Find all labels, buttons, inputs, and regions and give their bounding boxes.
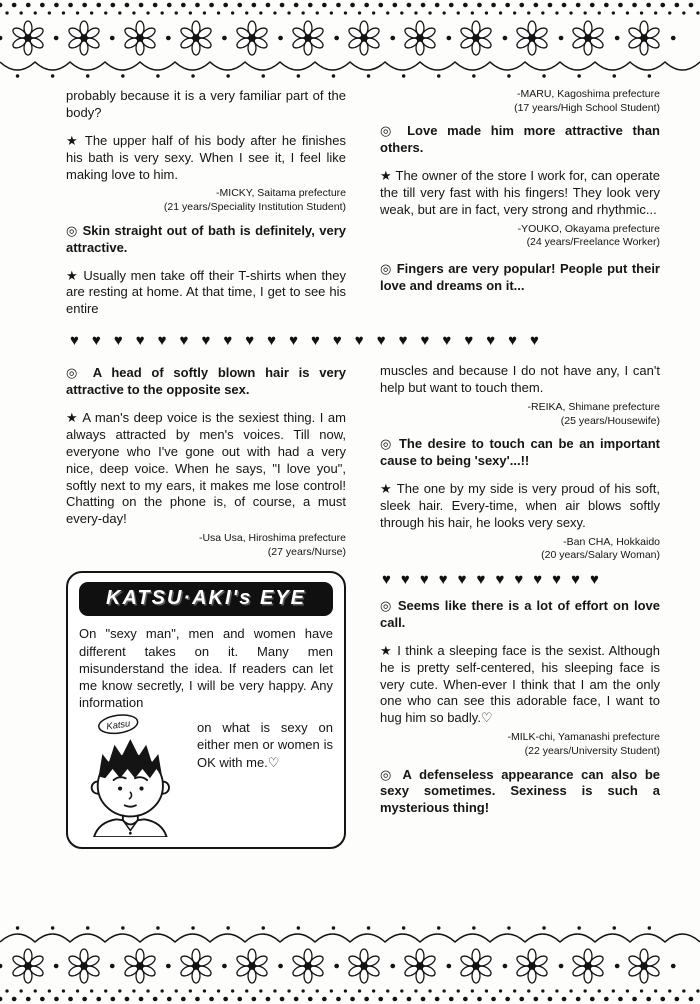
left-column-top [66, 88, 346, 322]
katsu-box-title: KATSU·AKI's EYE [106, 587, 306, 610]
lace-border-top [0, 0, 700, 82]
contributor-info: (20 years/Salary Woman) [541, 549, 660, 562]
contributor-name: -Ban CHA, Hokkaido [563, 535, 660, 548]
contributor-info: (21 years/Speciality Institution Student) [163, 201, 346, 214]
contributor-info: (17 years/High School Student) [514, 101, 660, 114]
katsu-aki-eye-box [66, 571, 346, 849]
right-column-main [380, 363, 660, 849]
testimonial-continuation: muscles and because I do not have any, I can't help but want to touch them. [380, 363, 660, 396]
editor-verdict: ◎ Seems like there is a lot of effort on love call. [380, 597, 660, 630]
editor-verdict: ◎ Love made him more attractive than others. [380, 123, 660, 156]
editor-verdict: ◎ A defenseless appearance can also be sexy sometimes. Sexiness is such a mysterious thing! [380, 766, 660, 816]
lace-border-bottom [0, 922, 700, 1004]
testimonial-text: ★ A man's deep voice is the sexiest thing. I am always attracted by men's voices. Till now, everyone who I've gone out with had a very nice, deep voice. When he says, "I love you", softly next to my ears, it makes me lose control! Chatting on the phone is, of course, a must every-day! [66, 409, 346, 527]
contributor-name: -MILK-chi, Yamanashi prefecture [507, 731, 660, 744]
katsu-face-illustration [79, 713, 191, 837]
testimonial-text: ★ I think a sleeping face is the sexist. Although he is pretty self-centered, his sleeping face is very cute. When-ever I think that I am the only one who can see this adorable face, I want to hug him so badly.♡ [380, 642, 660, 726]
left-column-main [66, 363, 346, 849]
testimonial-text: ★ The one by my side is very proud of his soft, sleek hair. Every-time, when air blows softly through his hair, he looks very sexy. [380, 481, 660, 530]
contributor-name: -REIKA, Shimane prefecture [527, 400, 660, 413]
editor-verdict: ◎ Skin straight out of bath is definitely, very attractive. [66, 222, 346, 255]
contributor-info: (22 years/University Student) [524, 744, 660, 757]
editor-verdict: ◎ A head of softly blown hair is very attractive to the opposite sex. [66, 365, 346, 398]
page-content [66, 88, 660, 849]
right-column-top [380, 88, 660, 322]
katsu-box-text: On "sexy man", men and women have different takes on it. Many men misunderstand the idea. If readers can let me know secretly, I will be very happy. Any information [79, 626, 333, 711]
katsu-badge-text: Katsu [105, 718, 131, 732]
contributor-name: -YOUKO, Okayama prefecture [517, 222, 660, 235]
testimonial-continuation: probably because it is a very familiar part of the body? [66, 88, 346, 120]
katsu-box-title-bar [79, 582, 333, 616]
testimonial-text: ★ The owner of the store I work for, can operate the till very fast with his fingers! They look very weak, but are in fact, very strong and rhythmic... [380, 168, 660, 217]
testimonial-text: ★ The upper half of his body after he finishes his bath is very sexy. When I see it, I feel like making love to him. [66, 132, 346, 182]
top-section [66, 88, 660, 322]
contributor-name: -MARU, Kagoshima prefecture [517, 88, 660, 100]
hearts-divider-right: ♥♥♥♥♥♥♥♥♥♥♥♥ [382, 570, 609, 588]
contributor-info: (25 years/Housewife) [560, 414, 660, 427]
testimonial-text: ★ Usually men take off their T-shirts when they are resting at home. At that time, I get to see his entire [66, 267, 346, 317]
contributor-name: -MICKY, Saitama prefecture [216, 187, 346, 200]
editor-verdict: ◎ The desire to touch can be an important cause to being 'sexy'...!! [380, 436, 660, 469]
katsu-box-row [79, 713, 333, 837]
contributor-name: -Usa Usa, Hiroshima prefecture [198, 532, 346, 545]
hearts-divider-full: ♥♥♥♥♥♥♥♥♥♥♥♥♥♥♥♥♥♥♥♥♥♥ [70, 332, 552, 350]
katsu-box-text-wrap: on what is sexy on either men or women is OK with me.♡ [197, 720, 333, 770]
contributor-info: (24 years/Freelance Worker) [526, 236, 660, 249]
katsu-name-banner [98, 713, 139, 736]
editor-verdict: ◎ Fingers are very popular! People put their love and dreams on it... [380, 261, 660, 293]
main-section [66, 363, 660, 849]
hair [99, 739, 162, 778]
contributor-info: (27 years/Nurse) [267, 545, 346, 558]
